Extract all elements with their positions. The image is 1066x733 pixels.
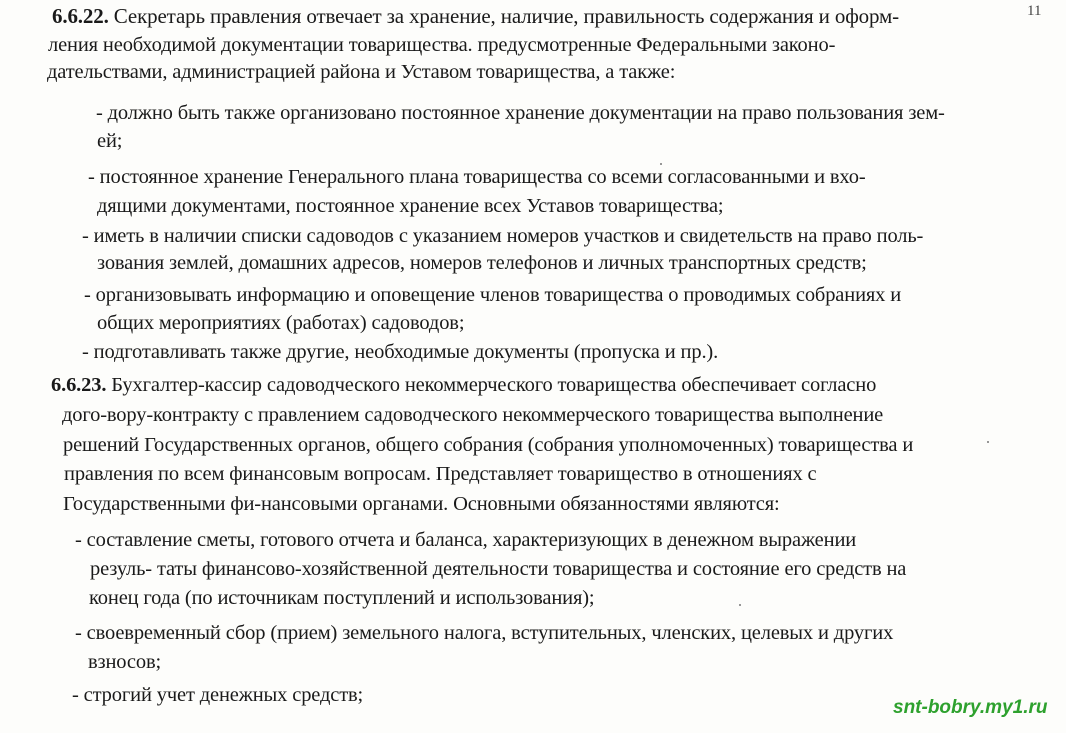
scan-speck — [987, 441, 989, 443]
section-6-6-22-line-3: дательствами, администрацией района и Уставом товарищества, а также: — [47, 61, 676, 83]
site-watermark: snt-bobry.my1.ru — [893, 697, 1048, 718]
section-6-6-23-item-2-cont: взносов; — [88, 651, 162, 673]
section-6-6-22-item-5: - подготавливать также другие, необходимые документы (пропуска и пр.). — [82, 341, 719, 363]
scan-speck — [660, 163, 662, 165]
section-6-6-23-line-4: правления по всем финансовым вопросам. Представляет товарищество в отношениях с — [64, 463, 817, 485]
section-6-6-22-item-1-cont: ей; — [97, 130, 123, 152]
section-text: Секретарь правления отвечает за хранение, наличие, правильность содержания и оформ- — [108, 4, 900, 28]
page-number: 11 — [1027, 3, 1042, 19]
section-6-6-23-item-1: - составление сметы, готового отчета и баланса, характеризующих в денежном выражении — [75, 529, 857, 551]
section-6-6-23-item-2: - своевременный сбор (прием) земельного налога, вступительных, членских, целевых и других — [75, 622, 894, 644]
section-6-6-22-item-2-cont: дящими документами, постоянное хранение всех Уставов товарищества; — [97, 195, 724, 217]
section-text: Бухгалтер-кассир садоводческого некоммерческого товарищества обеспечивает согласно — [106, 374, 877, 396]
section-6-6-22-item-4-cont: общих мероприятиях (работах) садоводов; — [97, 312, 465, 334]
section-6-6-22-item-1: - должно быть также организовано постоянное хранение документации на право пользования зем- — [96, 102, 945, 124]
section-6-6-23-line-1 — [51, 373, 876, 397]
section-6-6-22-item-3-cont: зования землей, домашних адресов, номеров телефонов и личных транспортных средств; — [97, 252, 867, 274]
scan-speck — [739, 604, 741, 606]
section-number: 6.6.22. — [52, 4, 109, 28]
section-6-6-23-line-2: дого-вору-контракту с правлением садоводческого некоммерческого товарищества выполнение — [62, 404, 884, 426]
section-6-6-23-item-1-cont-2: конец года (по источникам поступлений и использования); — [89, 587, 595, 609]
section-6-6-22-item-3: - иметь в наличии списки садоводов с указанием номеров участков и свидетельств на право поль- — [82, 225, 924, 247]
section-6-6-22-item-2: - постоянное хранение Генерального плана товарищества со всеми согласованными и вхо- — [88, 166, 866, 188]
section-6-6-22-line-2: ления необходимой документации товарищества. предусмотренные Федеральными законо- — [48, 34, 836, 56]
section-6-6-23-item-3: - строгий учет денежных средств; — [72, 684, 364, 706]
section-6-6-22-line-1 — [52, 4, 899, 28]
section-6-6-23-item-1-cont: резуль- таты финансово-хозяйственной деятельности товарищества и состояние его средств на — [90, 558, 907, 580]
section-6-6-23-line-3: решений Государственных органов, общего собрания (собрания уполномоченных) товарищества и — [63, 434, 914, 456]
section-6-6-22-item-4: - организовывать информацию и оповещение членов товарищества о проводимых собраниях и — [84, 284, 902, 306]
section-number: 6.6.23. — [51, 374, 107, 396]
section-6-6-23-line-5: Государственными фи-нансовыми органами. Основными обязанностями являются: — [63, 493, 780, 515]
